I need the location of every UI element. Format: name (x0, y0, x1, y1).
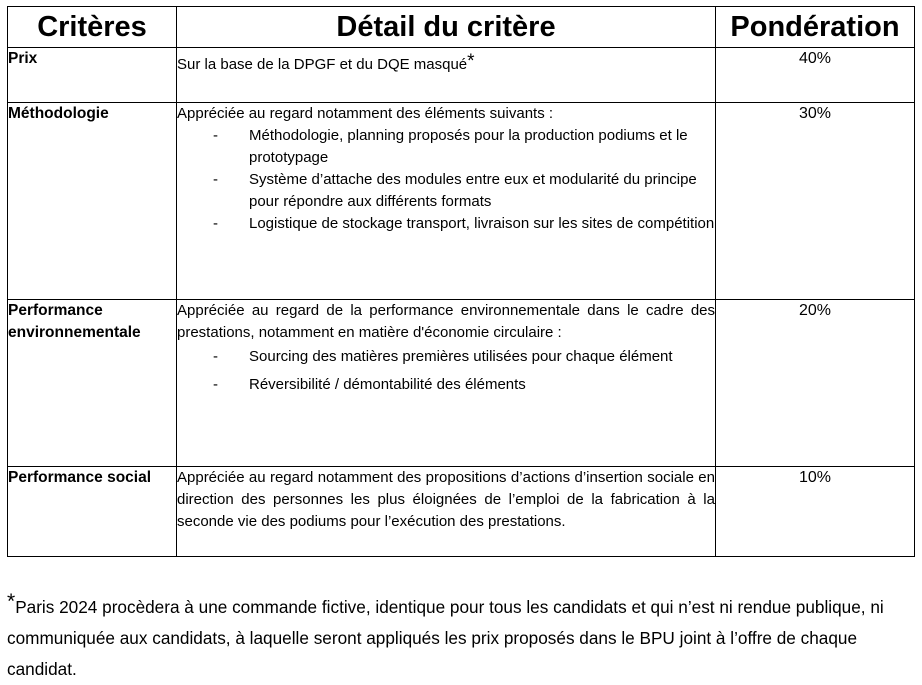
detail-intro: Appréciée au regard notamment des propositions d’actions d’insertion sociale en direction des personnes les plus éloignées de l’emploi de la fabrication à la seconde vie des podiums pour l’exécution des prestations. (177, 469, 715, 530)
footnote (7, 592, 915, 685)
footnote-marker: * (467, 51, 475, 72)
header-criteres: Critères (8, 7, 177, 48)
dash-bullet: - (213, 127, 218, 144)
list-item (177, 372, 715, 397)
detail-list (177, 344, 715, 397)
detail-text (177, 48, 715, 76)
detail-list (177, 125, 715, 235)
detail-cell (177, 103, 716, 300)
list-item (177, 213, 715, 235)
table-row (8, 48, 915, 103)
weight-cell: 30% (716, 103, 915, 300)
detail-cell (177, 48, 716, 103)
weight-cell: 10% (716, 467, 915, 557)
criterion-cell: Prix (8, 48, 177, 103)
detail-intro: Appréciée au regard de la performance environnementale dans le cadre des prestations, notamment en matière d'économie circulaire : (177, 302, 715, 341)
list-item-text: Méthodologie, planning proposés pour la production podiums et le prototypage (249, 127, 688, 166)
criterion-cell: Performance social (8, 467, 177, 557)
criterion-cell: Performance environnementale (8, 300, 177, 467)
list-item-text: Système d’attache des modules entre eux et modularité du principe pour répondre aux différents formats (249, 171, 697, 210)
header-ponderation: Pondération (716, 7, 915, 48)
detail-cell (177, 300, 716, 467)
list-item-text: Logistique de stockage transport, livraison sur les sites de compétition (249, 215, 715, 232)
criterion-cell: Méthodologie (8, 103, 177, 300)
dash-bullet: - (213, 171, 218, 188)
list-item-text: Réversibilité / démontabilité des éléments (249, 376, 526, 393)
detail-intro: Sur la base de la DPGF et du DQE masqué (177, 56, 468, 73)
dash-bullet: - (213, 348, 218, 365)
header-row (8, 7, 915, 48)
table-row (8, 467, 915, 557)
footnote-text: Paris 2024 procèdera à une commande fictive, identique pour tous les candidats et qui n’est ni rendue publique, ni communiquée aux candidats, à laquelle seront appliqués les prix proposés dans le BPU joint à l’offre de chaque candidat. (7, 597, 884, 679)
header-detail: Détail du critère (177, 7, 716, 48)
dash-bullet: - (213, 215, 218, 232)
detail-intro: Appréciée au regard notamment des éléments suivants : (177, 105, 554, 122)
list-item (177, 125, 715, 169)
detail-cell (177, 467, 716, 557)
list-item-text: Sourcing des matières premières utilisées pour chaque élément (249, 348, 673, 365)
weight-cell: 40% (716, 48, 915, 103)
table-row (8, 300, 915, 467)
list-item (177, 344, 715, 369)
table-row (8, 103, 915, 300)
dash-bullet: - (213, 376, 218, 393)
list-item (177, 169, 715, 213)
weight-cell: 20% (716, 300, 915, 467)
criteria-table (7, 6, 915, 557)
footnote-marker: * (7, 590, 16, 613)
